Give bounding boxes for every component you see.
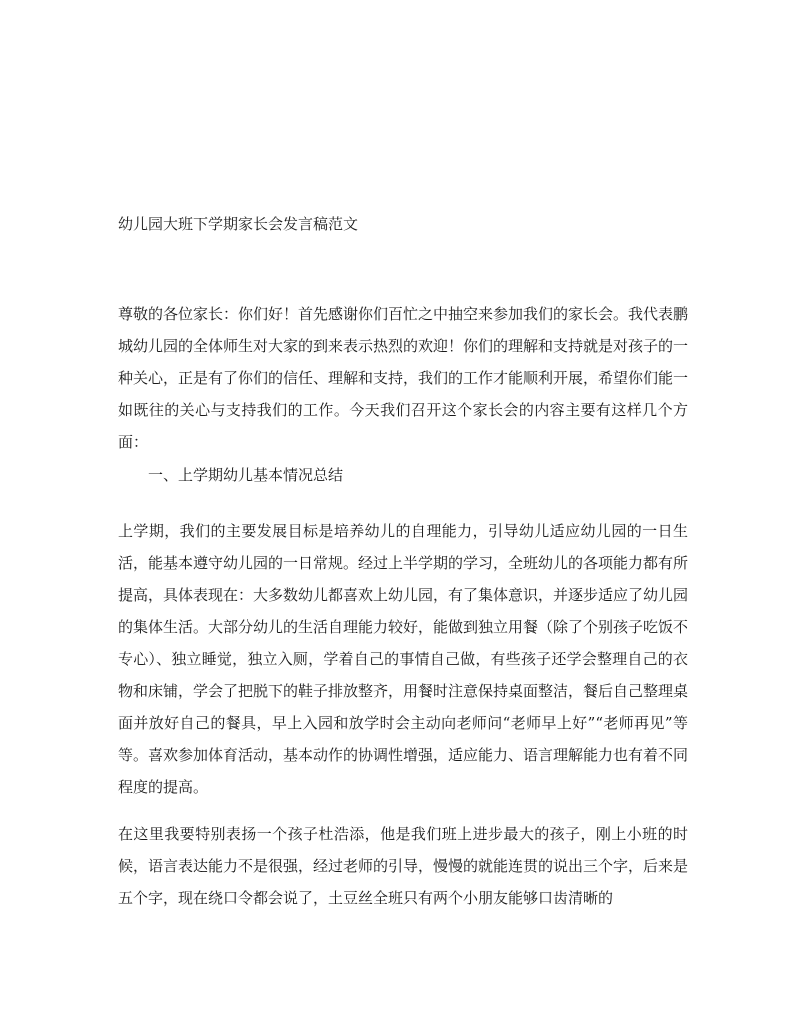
paragraph-summary: 上学期，我们的主要发展目标是培养幼儿的自理能力，引导幼儿适应幼儿园的一日生活，能基本遵守幼儿园的一日常规。经过上半学期的学习，全班幼儿的各项能力都有所提高，具体表现在：大多数幼儿都喜欢上幼儿园，有了集体意识，并逐步适应了幼儿园的集体生活。大部分幼儿的生活自理能力较好，能做到独立用餐（除了个别孩子吃饭不专心）、独立睡觉，独立入厕，学着自己的事情自己做，有些孩子还学会整理自己的衣物和床铺，学会了把脱下的鞋子排放整齐，用餐时注意保持桌面整洁，餐后自己整理桌面并放好自己的餐具，早上入园和放学时会主动向老师问“老师早上好”“老师再见”等等。喜欢参加体育活动，基本动作的协调性增强，适应能力、语言理解能力也有着不同程度的提高。	[118, 522, 689, 796]
document-title: 幼儿园大班下学期家长会发言稿范文	[118, 215, 359, 233]
paragraph-greeting: 尊敬的各位家长：你们好！首先感谢你们百忙之中抽空来参加我们的家长会。我代表鹏城幼儿园的全体师生对大家的到来表示热烈的欢迎！你们的理解和支持就是对孩子的一种关心，正是有了你们的信任、理解和支持，我们的工作才能顺利开展，希望你们能一如既往的关心与支持我们的工作。今天我们召开这个家长会的内容主要有这样几个方面：	[118, 305, 689, 451]
paragraph-praise: 在这里我要特别表扬一个孩子杜浩添，他是我们班上进步最大的孩子，刚上小班的时候，语言表达能力不是很强，经过老师的引导，慢慢的就能连贯的说出三个字，后来是五个字，现在绕口令都会说了，土豆丝全班只有两个小朋友能够口齿清晰的	[118, 825, 689, 907]
section-heading: 一、上学期幼儿基本情况总结	[148, 466, 344, 484]
